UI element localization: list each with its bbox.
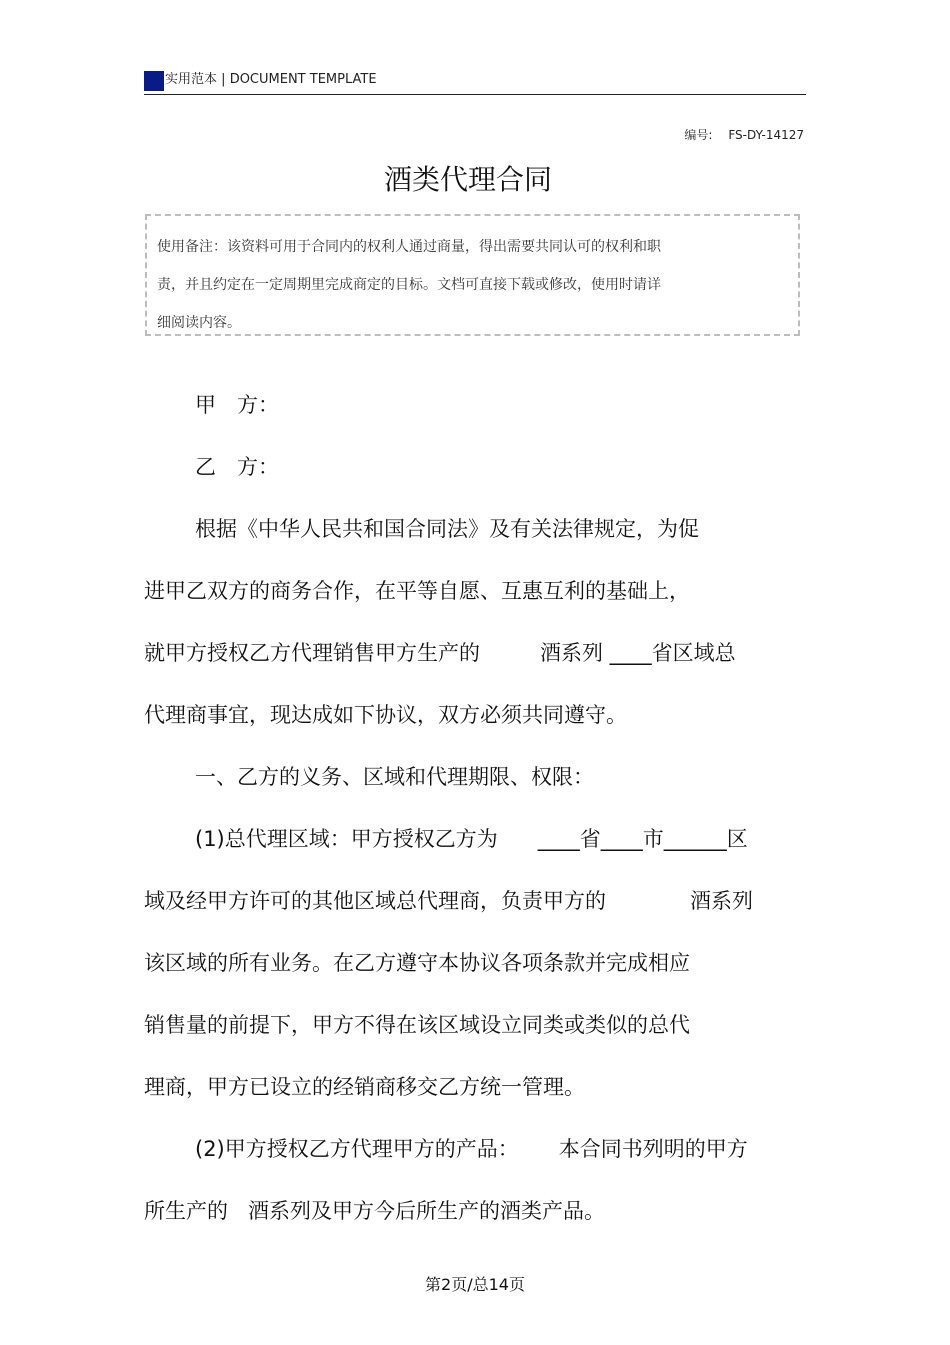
header-separator: | [221,72,226,87]
document-number-label: 编号: [684,128,713,142]
paragraph-line: 该区域的所有业务。在乙方遵守本协议各项条款并完成相应 [144,951,690,975]
paragraph-line [195,824,748,854]
paragraph-line: 进甲乙双方的商务合作，在平等自愿、互惠互利的基础上， [144,579,690,603]
paragraph-line: 理商，甲方已设立的经销商移交乙方统一管理。 [144,1075,585,1099]
section-heading: 一、乙方的义务、区域和代理期限、权限： [195,765,594,789]
paragraph-segment: 域及经甲方许可的其他区域总代理商，负责甲方的 [144,889,606,913]
paragraph-segment: 本合同书列明的甲方 [558,1137,748,1161]
usage-note-box [145,214,800,336]
paragraph-line: 根据《中华人民共和国合同法》及有关法律规定，为促 [195,517,699,541]
document-header [144,68,806,95]
paragraph-line [144,638,736,668]
paragraph-line: 代理商事宜，现达成如下协议，双方必须共同遵守。 [144,703,627,727]
paragraph-segment: (1)总代理区域：甲方授权乙方为 [195,827,498,851]
paragraph-line [195,1134,748,1164]
paragraph-segment: 酒系列及甲方今后所生产的酒类产品。 [248,1199,605,1223]
header-brand: 实用范本 [165,72,218,87]
party-a-line: 甲 方： [195,393,279,417]
brand-square-icon [144,71,164,91]
paragraph-segment: 所生产的 [144,1199,228,1223]
header-label: DOCUMENT TEMPLATE [229,72,377,87]
usage-note-line: 使用备注：该资料可用于合同内的权利人通过商量，得出需要共同认可的权利和职 [157,239,661,255]
document-number [684,127,804,143]
document-title: 酒类代理合同 [383,163,552,196]
paragraph-line: 销售量的前提下，甲方不得在该区域设立同类或类似的总代 [144,1013,690,1037]
paragraph-segment: (2)甲方授权乙方代理甲方的产品： [195,1137,519,1161]
paragraph-segment: ____省____市______区 [537,827,748,851]
paragraph-line [144,886,753,916]
paragraph-segment: 就甲方授权乙方代理销售甲方生产的 [144,641,480,665]
paragraph-segment: 酒系列 [690,889,753,913]
usage-note-line: 细阅读内容。 [157,315,241,331]
paragraph-line [144,1196,605,1226]
usage-note-text [157,228,777,342]
party-b-line: 乙 方： [195,455,279,479]
document-number-value: FS-DY-14127 [728,128,804,142]
header-title [165,72,377,88]
usage-note-line: 责，并且约定在一定周期里完成商定的目标。文档可直接下载或修改，使用时请详 [157,277,661,293]
paragraph-segment: 酒系列 ____省区域总 [540,641,736,665]
page-indicator: 第2页/总14页 [425,1275,525,1294]
